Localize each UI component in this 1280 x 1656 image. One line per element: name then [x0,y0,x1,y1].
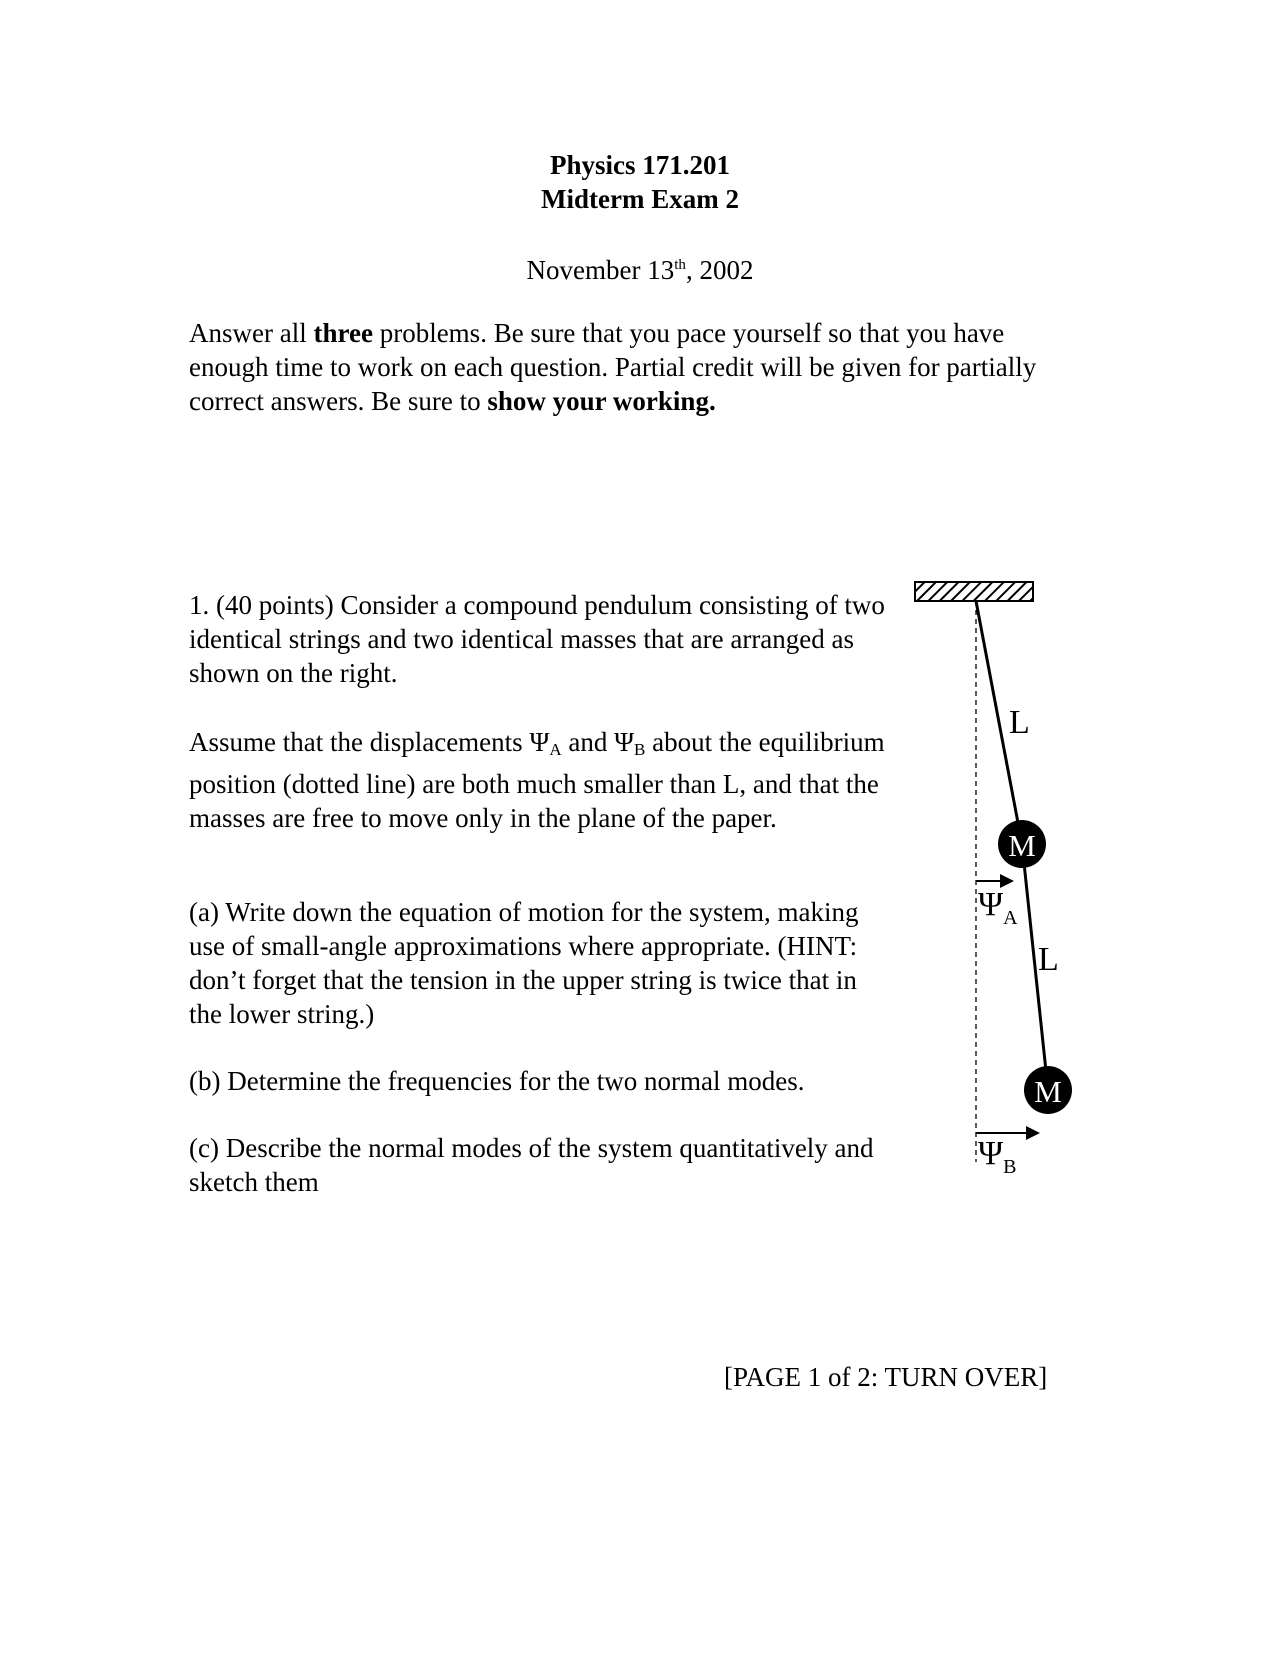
pendulum-diagram [890,570,1090,1190]
assume-text-2: and [561,727,615,757]
psi-symbol-b: Ψ [614,727,635,757]
problem1-part-b: (b) Determine the frequencies for the two normal modes. [189,1066,805,1096]
instructions-bold-working: show your working. [487,386,716,416]
psi-symbol-a: Ψ [529,727,550,757]
assume-text-1: Assume that the displacements [189,727,530,757]
psi-a-label: $\Psi_A$ [978,886,1018,929]
instructions [189,316,1089,418]
problem1-assumption [189,725,889,835]
date-year: , 2002 [685,255,754,285]
instructions-text-1: Answer all [189,318,314,348]
lower-string-length-label: L [1038,941,1059,978]
mass-a-label: M [1008,828,1036,863]
exam-date [0,248,1280,287]
psi-b-label: $\Psi_B$ [978,1135,1017,1178]
instructions-bold-three: three [313,318,373,348]
date-day: November 13 [526,255,675,285]
course-title: Physics 171.201 [549,150,730,180]
exam-title-block [0,148,1280,216]
exam-title: Midterm Exam 2 [541,184,739,214]
mass-b [1024,1066,1072,1114]
mass-a [998,820,1046,868]
assume-text-3: about the equilibrium position (dotted line) are both much smaller than L, and that the masses are free to move only in the plane of the paper. [189,727,885,833]
mass-b-label: M [1034,1074,1062,1109]
page-footer: [PAGE 1 of 2: TURN OVER] [724,1362,1048,1392]
upper-string-length-label: L [1009,704,1030,741]
problem1-part-c: (c) Describe the normal modes of the system quantitatively and sketch them [189,1133,874,1197]
ceiling-support [915,582,1033,601]
date-suffix: th [674,257,686,273]
psi-subscript-b: B [634,740,646,759]
problem1-part-a: (a) Write down the equation of motion for the system, making use of small-angle approximations where appropriate. (HINT: don’t forget that the tension in the upper string is twice that in the lower string.) [189,897,859,1029]
instructions-text-2: problems. Be sure that you pace yourself so that you have enough time to work on each question. Partial credit will be given for partially correct answers. Be sure to [189,318,1037,416]
psi-subscript-a: A [549,740,562,759]
problem1-intro: 1. (40 points) Consider a compound pendulum consisting of two identical strings and two identical masses that are arranged as shown on the right. [189,590,885,688]
